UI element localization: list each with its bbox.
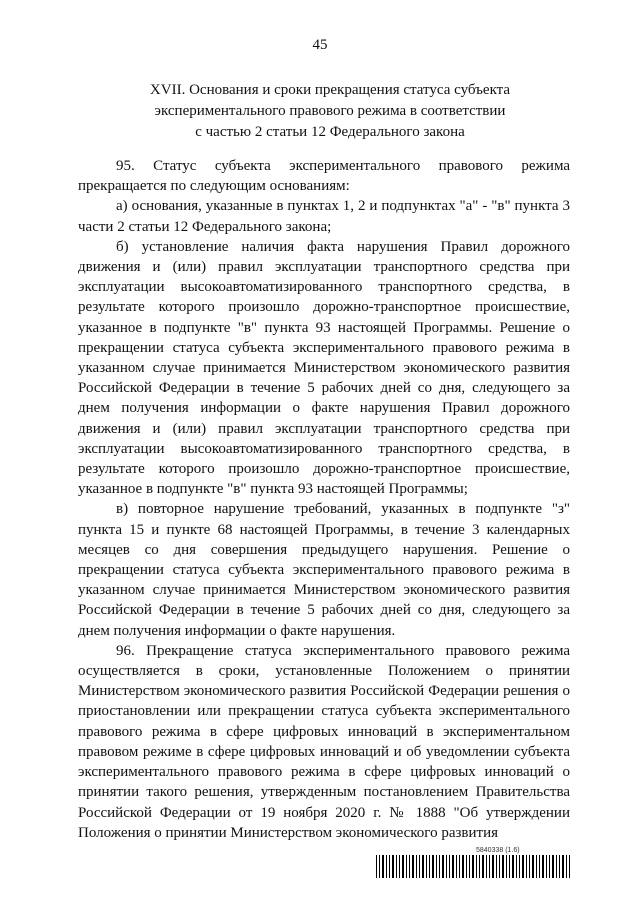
paragraph-95: 95. Статус субъекта экспериментального правового режима прекращается по следующим основаниям:	[78, 158, 570, 195]
document-body	[78, 156, 570, 843]
barcode	[376, 855, 570, 878]
paragraph-95-b: б) установление наличия факта нарушения Правил дорожного движения и (или) правил эксплуатации транспортного средства при эксплуатации высокоавтоматизированного транспортного средства, в результате которого произошло дорожно-транспортное происшествие, указанное в подпункте "в" пункта 93 настоящей Программы. Решение о прекращении статуса субъекта экспериментального правового режима в указанном случае принимается Министерством экономического развития Российской Федерации в течение 5 рабочих дней со дня, следующего за днем получения информации о факте нарушения Правил дорожного движения и (или) правил эксплуатации транспортного средства при эксплуатации высокоавтоматизированного транспортного средства, в результате которого произошло дорожно-транспортное происшествие, указанное в подпункте "в" пункта 93 настоящей Программы;	[78, 238, 570, 498]
section-heading	[100, 80, 560, 143]
paragraph-95-a: а) основания, указанные в пунктах 1, 2 и подпунктах "а" - "в" пункта 3 части 2 статьи 12 Федерального закона;	[78, 198, 570, 235]
paragraph-96: 96. Прекращение статуса экспериментального правового режима осуществляется в сроки, установленные Положением о принятии Министерством экономического развития Российской Федерации решения о приостановлении или прекращении статуса субъекта экспериментального правового режима в сфере цифровых инноваций в экспериментальном правовом режиме в сфере цифровых инноваций и об уведомлении субъекта экспериментального правового режима в сфере цифровых инноваций о принятии такого решения, утвержденным постановлением Правительства Российской Федерации от 19 ноября 2020 г. № 1888 "Об утверждении Положения о принятии Министерством экономического развития	[78, 642, 570, 841]
heading-line: XVII. Основания и сроки прекращения статуса субъекта	[149, 82, 511, 98]
heading-line: с частью 2 статьи 12 Федерального закона	[195, 124, 465, 140]
document-code: 5840338 (1.6)	[476, 847, 520, 854]
paragraph-95-v: в) повторное нарушение требований, указанных в подпункте "з" пункта 15 и пункте 68 настоящей Программы, в течение 3 календарных месяцев со дня совершения предыдущего нарушения. Решение о прекращении статуса субъекта экспериментального правового режима в указанном случае принимается Министерством экономического развития Российской Федерации в течение 5 рабочих дней со дня, следующего за днем получения информации о факте нарушения.	[78, 501, 570, 639]
heading-line: экспериментального правового режима в соответствии	[154, 103, 506, 119]
page-number: 45	[312, 37, 328, 53]
